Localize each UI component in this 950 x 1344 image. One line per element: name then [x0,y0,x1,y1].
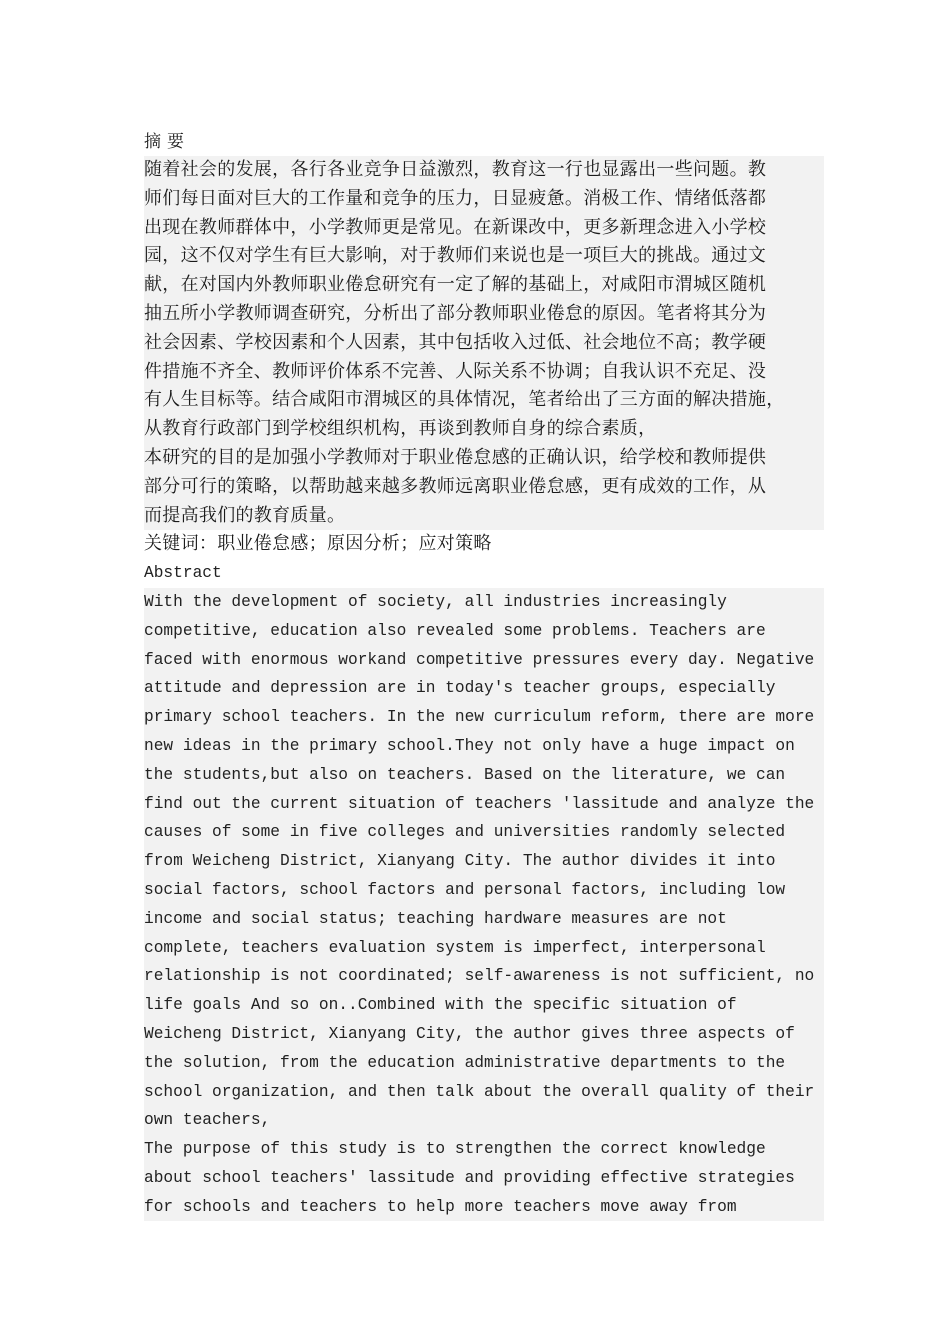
abstract-cn-heading: 摘 要 [144,132,185,152]
text-line: With the development of society, all industries increasingly [144,588,824,617]
text-line: the students,but also on teachers. Based on the literature, we can [144,761,824,790]
text-line: attitude and depression are in today's teacher groups, especially [144,674,824,703]
text-line: Weicheng District, Xianyang City, the author gives three aspects of [144,1020,824,1049]
text-line: life goals And so on..Combined with the specific situation of [144,991,824,1020]
text-line: primary school teachers. In the new curriculum reform, there are more [144,703,824,732]
text-line: 本研究的目的是加强小学教师对于职业倦怠感的正确认识，给学校和教师提供 [144,444,824,473]
text-line: relationship is not coordinated; self-awareness is not sufficient, no [144,962,824,991]
text-line: competitive, education also revealed some problems. Teachers are [144,617,824,646]
text-line: the solution, from the education administrative departments to the [144,1049,824,1078]
text-line: 献，在对国内外教师职业倦怠研究有一定了解的基础上，对咸阳市渭城区随机 [144,271,824,300]
text-line: 有人生目标等。结合咸阳市渭城区的具体情况，笔者给出了三方面的解决措施， [144,386,824,415]
text-line: find out the current situation of teachers 'lassitude and analyze the [144,790,824,819]
text-line: 件措施不齐全、教师评价体系不完善、人际关系不协调；自我认识不充足、没 [144,358,824,387]
text-line: 抽五所小学教师调查研究，分析出了部分教师职业倦怠的原因。笔者将其分为 [144,300,824,329]
text-line: 随着社会的发展，各行各业竞争日益激烈，教育这一行也显露出一些问题。教 [144,156,824,185]
text-line: 师们每日面对巨大的工作量和竞争的压力，日显疲惫。消极工作、情绪低落都 [144,185,824,214]
text-line: social factors, school factors and personal factors, including low [144,876,824,905]
text-line: 从教育行政部门到学校组织机构，再谈到教师自身的综合素质， [144,415,824,444]
text-line: from Weicheng District, Xianyang City. The author divides it into [144,847,824,876]
abstract-cn-paragraph-1 [144,156,824,444]
abstract-content [144,128,824,1221]
text-line: 社会因素、学校因素和个人因素，其中包括收入过低、社会地位不高；教学硬 [144,329,824,358]
text-line: faced with enormous workand competitive pressures every day. Negative [144,646,824,675]
abstract-en-paragraph-1 [144,588,824,1135]
text-line: causes of some in five colleges and universities randomly selected [144,818,824,847]
text-line: for schools and teachers to help more teachers move away from [144,1193,824,1222]
abstract-cn-paragraph-2 [144,444,824,530]
text-line: 出现在教师群体中，小学教师更是常见。在新课改中，更多新理念进入小学校 [144,214,824,243]
text-line: complete, teachers evaluation system is imperfect, interpersonal [144,934,824,963]
text-line: income and social status; teaching hardware measures are not [144,905,824,934]
text-line: own teachers, [144,1106,824,1135]
text-line: 园，这不仅对学生有巨大影响，对于教师们来说也是一项巨大的挑战。通过文 [144,242,824,271]
keywords-line: 关键词：职业倦怠感；原因分析；应对策略 [144,533,492,555]
abstract-en-heading: Abstract [144,564,222,583]
text-line: school organization, and then talk about the overall quality of their [144,1078,824,1107]
text-line: 部分可行的策略，以帮助越来越多教师远离职业倦怠感，更有成效的工作，从 [144,473,824,502]
abstract-en-paragraph-2 [144,1135,824,1221]
text-line: The purpose of this study is to strengthen the correct knowledge [144,1135,824,1164]
text-line: new ideas in the primary school.They not only have a huge impact on [144,732,824,761]
text-line: about school teachers' lassitude and providing effective strategies [144,1164,824,1193]
text-line: 而提高我们的教育质量。 [144,502,824,531]
